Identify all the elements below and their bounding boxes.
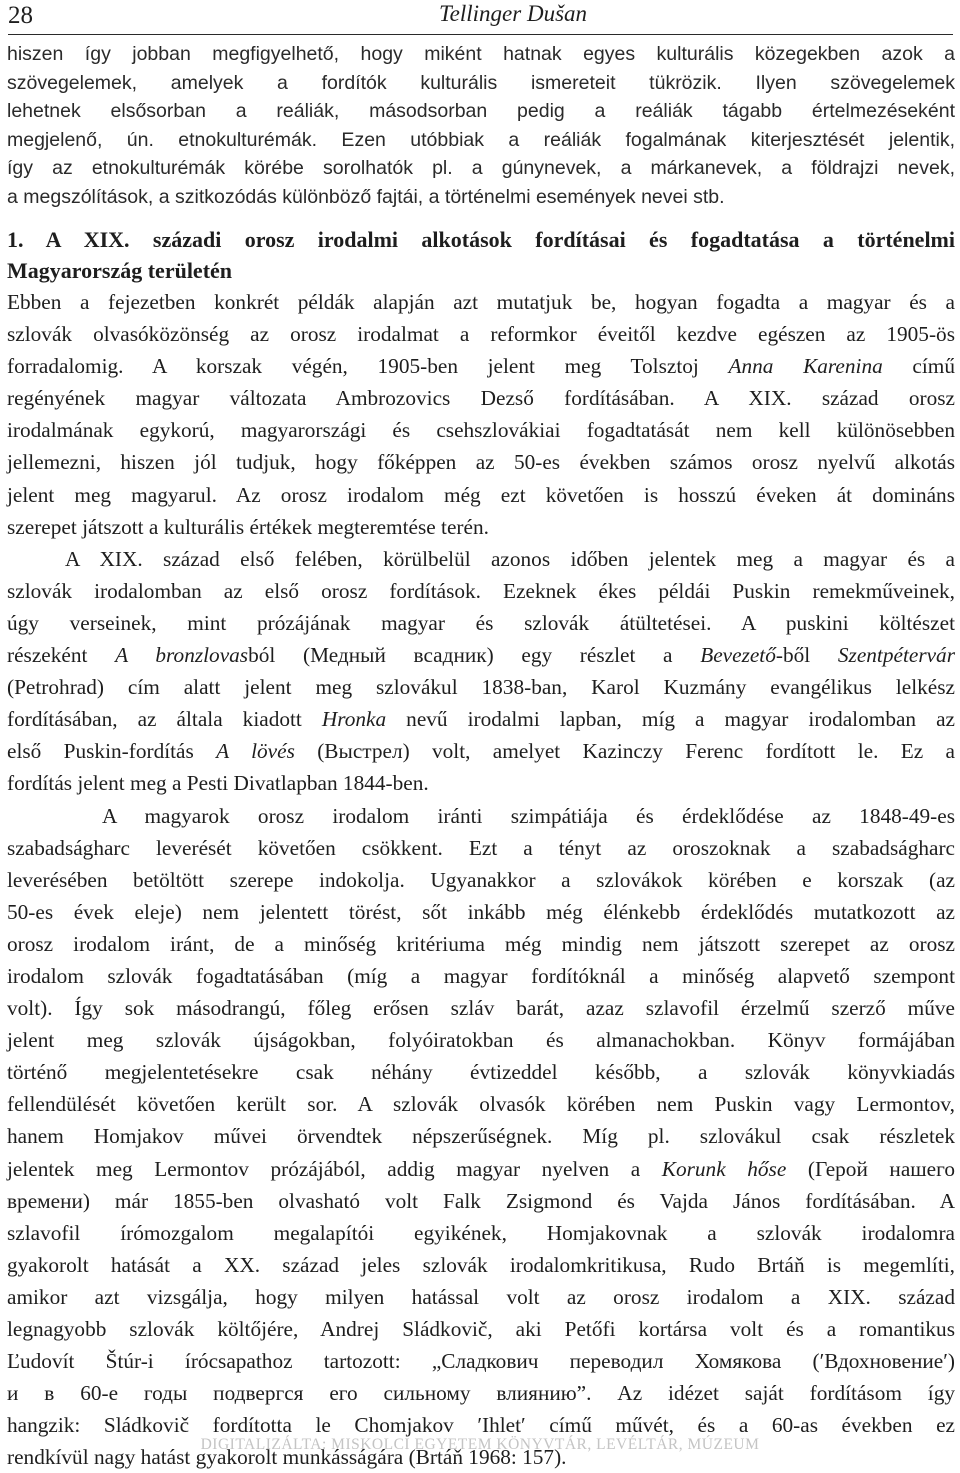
body-text — [7, 40, 955, 1473]
text-line: így az etnokulturémák körébe sorolhatók pl. a gúnynevek, a márkanevek, a földrajzi nevek, — [7, 154, 955, 183]
text-line: leverésében betöltött szerepe indokolja. Ugyanakkor a szlovákok körében e korszak (az — [7, 864, 955, 896]
text-line: szlovák irodalomban az első orosz fordítások. Ezeknek ékes példái Puskin remekműveinek, — [7, 575, 955, 607]
text-line: a megszólítások, a szitkozódás különböző fajtái, a történelmi események nevei stb. — [7, 183, 955, 212]
page-header — [8, 0, 953, 35]
text-run: jelentek meg Lermontov prózájából, addig magyar nyelven a — [7, 1157, 640, 1181]
text-run: részeként — [7, 643, 87, 667]
text-line: legnagyobb szlovák költőjére, Andrej Sládkovič, aki Petőfi kortársa volt és a romantikus — [7, 1313, 955, 1345]
text-line: szlavofil írómozgalom megalapítói egyikének, Homjakovnak a szlovák irodalomra — [7, 1217, 955, 1249]
text-line: 50-es évek eleje) nem jelentett törést, sőt inkább még élénkebb érdeklődés mutatkozott az — [7, 896, 955, 928]
text-line: jelent meg szlovák újságokban, folyóiratokban és almanachokban. Könyv formájában — [7, 1024, 955, 1056]
book-title: Korunk hőse — [662, 1157, 787, 1181]
text-line: jelent meg magyarul. Az orosz irodalom még ezt követően is hosszú éveken át domináns — [7, 479, 955, 511]
paragraph — [7, 543, 955, 800]
text-line — [7, 735, 955, 767]
text-line: lehetnek elsősorban a reáliák, másodsorban pedig a reáliák tágabb értelmezéseként — [7, 97, 955, 126]
text-line: hangzik: Sládkovič fordította le Chomjakov ʹIhletʹ című művét, és a 60-as években ez — [7, 1409, 955, 1441]
text-run: forradalomig. A korszak végén, 1905-ben jelent meg Tolsztoj — [7, 354, 699, 378]
text-line — [7, 350, 955, 382]
text-line: rendkívül nagy hatást gyakorolt munkásságára (Brtáň 1968: 157). — [7, 1441, 955, 1473]
text-line: volt). Így sok másodrangú, főleg erősen szláv barát, azaz szlavofil érzelmű szerző műve — [7, 992, 955, 1024]
book-title: Bevezető — [700, 643, 776, 667]
text-line: A XIX. század első felében, körülbelül azonos időben jelentek meg a magyar és a — [7, 543, 955, 575]
text-line: szabadságharc leverését követően csökkent. Ezt a tényt az oroszoknak a szabadságharc — [7, 832, 955, 864]
text-line — [7, 639, 955, 671]
text-line: szlovák olvasóközönség az orosz irodalmat a reformkor éveitől kezdve egészen az 1905-ös — [7, 318, 955, 350]
text-line: и в 60-е годы подвергся его сильному влиянию”. Az idézet saját fordításom így — [7, 1377, 955, 1409]
text-line: fordítás jelent meg a Pesti Divatlapban 1844-ben. — [7, 767, 955, 799]
running-head-author: Tellinger Dušan — [439, 1, 587, 27]
paragraph — [7, 800, 955, 1473]
text-line: úgy verseinek, mint prózájának magyar és szlovák átültetései. A puskini költészet — [7, 607, 955, 639]
text-run: -ből — [776, 643, 810, 667]
text-line: szerepet játszott a kulturális értékek megteremtése terén. — [7, 511, 955, 543]
section-heading — [7, 224, 955, 286]
paragraph — [7, 286, 955, 543]
book-title: A bronzlovas — [115, 643, 248, 667]
text-run: című — [912, 354, 955, 378]
section-heading-line: Magyarország területén — [7, 255, 955, 286]
text-line: orosz irodalom iránt, de a minőség kritériuma még mindig nem játszott szerepet az orosz — [7, 928, 955, 960]
text-line: Ľudovít Štúr-i írócsapathoz tartozott: „Сладкович переводил Хомякова (ʹВдохновениеʹ) — [7, 1345, 955, 1377]
text-line: irodalom szlovák fogadtatásában (míg a magyar fordítóknál a minőség alapvető szempont — [7, 960, 955, 992]
text-line: irodalmának egykorú, magyarországi és csehszlovákiai fogadtatását nem kell különösebben — [7, 414, 955, 446]
book-title: Szentpétervár — [838, 643, 955, 667]
book-title: A lövés — [216, 739, 295, 763]
text-line: Ebben a fejezetben konkrét példák alapján azt mutatjuk be, hogyan fogadta a magyar és a — [7, 286, 955, 318]
text-line: gyakorolt hatását a XX. század jeles szlovák irodalomkritikusa, Rudo Brtáň is megemlíti, — [7, 1249, 955, 1281]
digitization-watermark: DIGITALIZÁLTA: MISKOLCI EGYETEM KÖNYVTÁR, LEVÉLTÁR, MÚZEUM — [0, 1436, 960, 1454]
text-line — [7, 703, 955, 735]
text-run: (Выстрел) volt, amelyet Kazinczy Ferenc fordított le. Ez a — [317, 739, 955, 763]
text-line: jellemezni, hiszen jól tudjuk, hogy főképpen az 50-es években számos orosz nyelvű alkotás — [7, 446, 955, 478]
text-line: amikor azt vizsgálja, hogy milyen hatással volt az orosz irodalom a XIX. század — [7, 1281, 955, 1313]
text-run: (Герой нашего — [808, 1157, 955, 1181]
book-title: Hronka — [322, 707, 386, 731]
text-line: hanem Homjakov művei örvendtek népszerűségnek. Míg pl. szlovákul csak részletek — [7, 1120, 955, 1152]
text-line: történő megjelentetésekre csak néhány évtizeddel később, a szlovák könyvkiadás — [7, 1056, 955, 1088]
text-line: megjelenő, ún. etnokulturémák. Ezen utóbbiak a reáliák fogalmának kiterjesztését jelentik, — [7, 126, 955, 155]
intro-paragraph — [7, 40, 955, 211]
text-line — [7, 1153, 955, 1185]
page-number: 28 — [8, 2, 33, 30]
text-line: A magyarok orosz irodalom iránti szimpátiája és érdeklődése az 1848-49-es — [7, 800, 955, 832]
section-heading-line: 1. A XIX. századi orosz irodalmi alkotások fordításai és fogadtatása a történelmi — [7, 224, 955, 255]
text-line: regényének magyar változata Ambrozovics Dezső fordításában. A XIX. század orosz — [7, 382, 955, 414]
text-line: fellendülését követően került sor. A szlovák olvasók körében nem Puskin vagy Lermontov, — [7, 1088, 955, 1120]
text-line: времени) már 1855-ben olvasható volt Falk Zsigmond és Vajda János fordításában. A — [7, 1185, 955, 1217]
text-line: (Petrohrad) cím alatt jelent meg szlovákul 1838-ban, Karol Kuzmány evangélikus lelkész — [7, 671, 955, 703]
text-run: első Puskin-fordítás — [7, 739, 194, 763]
book-title: Anna Karenina — [728, 354, 882, 378]
text-run: fordításában, az általa kiadott — [7, 707, 302, 731]
text-line: hiszen így jobban megfigyelhető, hogy miként hatnak egyes kulturális közegekben azok a — [7, 40, 955, 69]
text-run: ból (Медный всадник) egy részlet a — [248, 643, 672, 667]
text-line: szövegelemek, amelyek a fordítók kulturális ismereteit tükrözik. Ilyen szövegelemek — [7, 69, 955, 98]
text-run: nevű irodalmi lapban, míg a magyar irodalomban az — [406, 707, 955, 731]
